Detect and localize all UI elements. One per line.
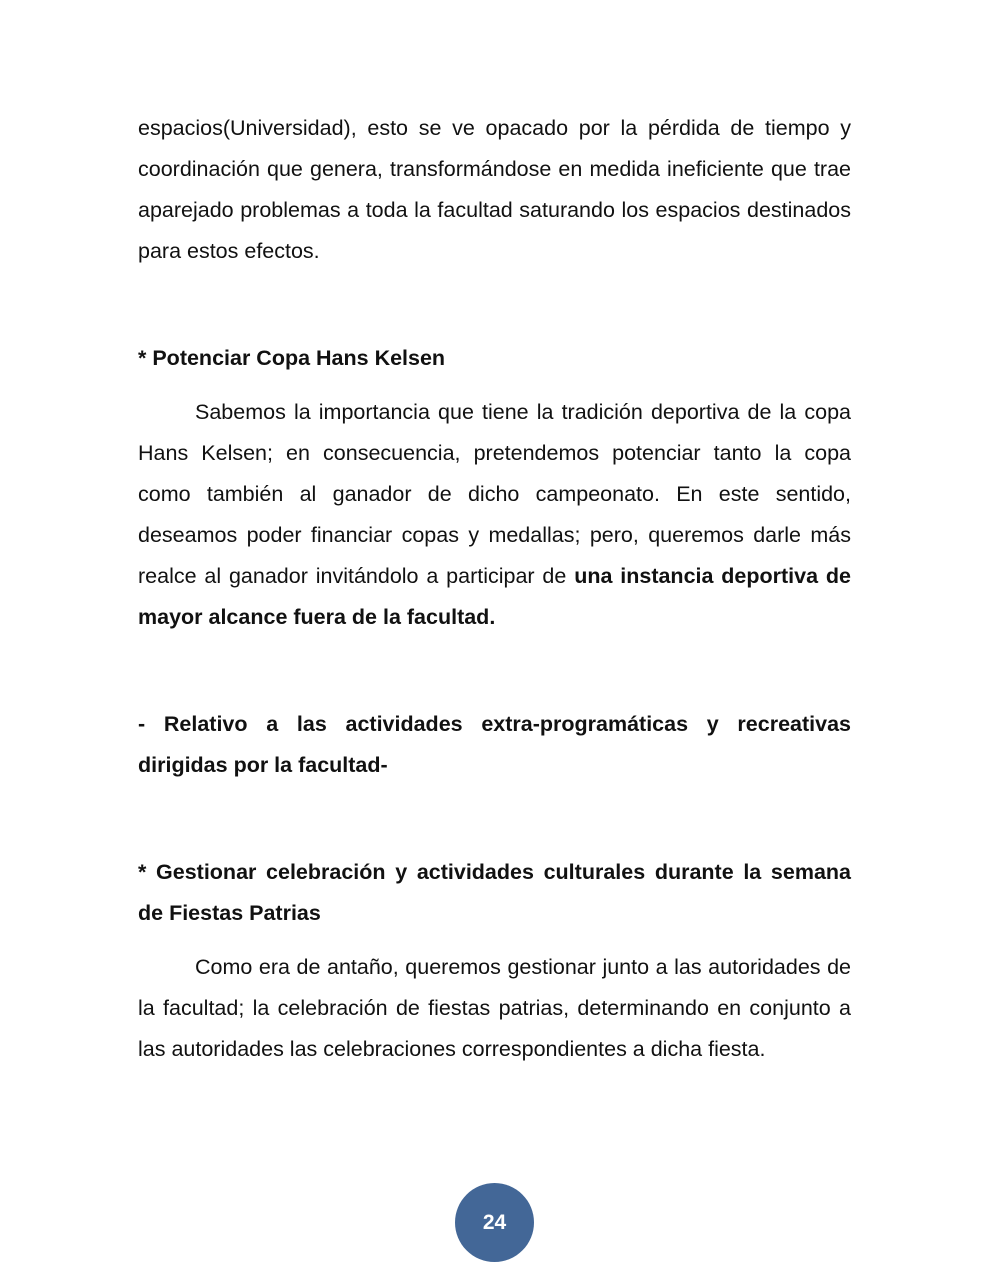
fiestas-heading: * Gestionar celebración y actividades culturales durante la semana de Fiestas Patrias: [138, 860, 851, 925]
copa-body-text: Sabemos la importancia que tiene la tradición deportiva de la copa Hans Kelsen; en consecuencia, pretendemos potenciar tanto la copa como también al ganador de dicho campeonato. En este sentido, deseamos poder financiar copas y medallas; pero, queremos darle más realce al ganador invitándolo a participar de: [138, 400, 851, 588]
document-page: [138, 108, 851, 1070]
page-number-badge: [455, 1183, 534, 1262]
copa-body-bold: una instancia deportiva de mayor alcance fuera de la facultad.: [138, 564, 851, 629]
intro-paragraph: espacios(Universidad), esto se ve opacado por la pérdida de tiempo y coordinación que genera, transformándose en medida ineficiente que trae aparejado problemas a toda la facultad saturando los espacios destinados para estos efectos.: [138, 116, 851, 263]
copa-heading: * Potenciar Copa Hans Kelsen: [138, 346, 446, 370]
page-number: 24: [482, 1210, 507, 1234]
copa-paragraph: [138, 392, 851, 638]
extra-section-heading: - Relativo a las actividades extra-programáticas y recreativas dirigidas por la facultad-: [138, 712, 851, 777]
fiestas-paragraph: Como era de antaño, queremos gestionar junto a las autoridades de la facultad; la celebración de fiestas patrias, determinando en conjunto a las autoridades las celebraciones correspondientes a dicha fiesta.: [138, 955, 851, 1061]
